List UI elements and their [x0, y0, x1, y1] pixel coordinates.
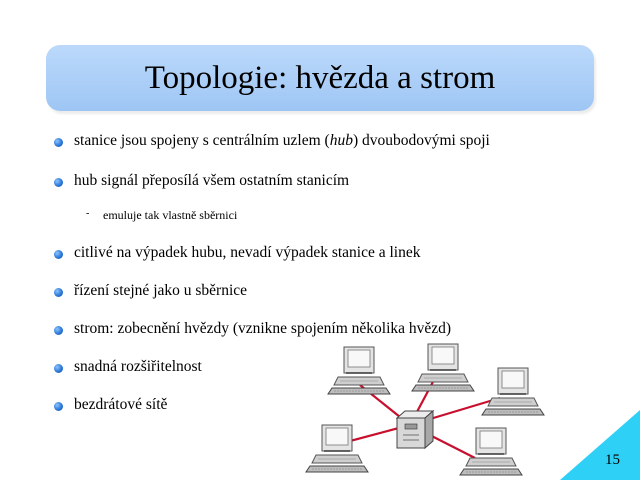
bullet-7: bezdrátové sítě [74, 396, 168, 413]
bullet-1: stanice jsou spojeny s centrálním uzlem (hub) dvoubodovými spoji [74, 132, 490, 149]
bullet-6: snadná rozšiřitelnost [74, 358, 202, 375]
corner-triangle [560, 410, 640, 480]
computer-icon [482, 368, 544, 415]
bullet-2: hub signál přeposílá všem ostatním stanicím [74, 172, 350, 189]
page-number: 15 [605, 452, 620, 468]
dash-icon: - [86, 208, 90, 219]
bullet-3: citlivé na výpadek hubu, nevadí výpadek stanice a linek [74, 244, 421, 261]
computer-icon [328, 347, 390, 394]
bullet-4: řízení stejné jako u sběrnice [74, 282, 248, 299]
slide-title: Topologie: hvězda a strom [144, 60, 496, 96]
hub-term: hub [329, 132, 353, 149]
computer-icon [460, 428, 522, 475]
bullet-5: strom: zobecnění hvězdy (vznikne spojením několika hvězd) [74, 320, 452, 337]
sub-bullet-1: emuluje tak vlastně sběrnici [103, 208, 238, 222]
computer-icon [412, 344, 474, 391]
computer-icon [306, 425, 368, 472]
hub-icon [397, 411, 433, 448]
